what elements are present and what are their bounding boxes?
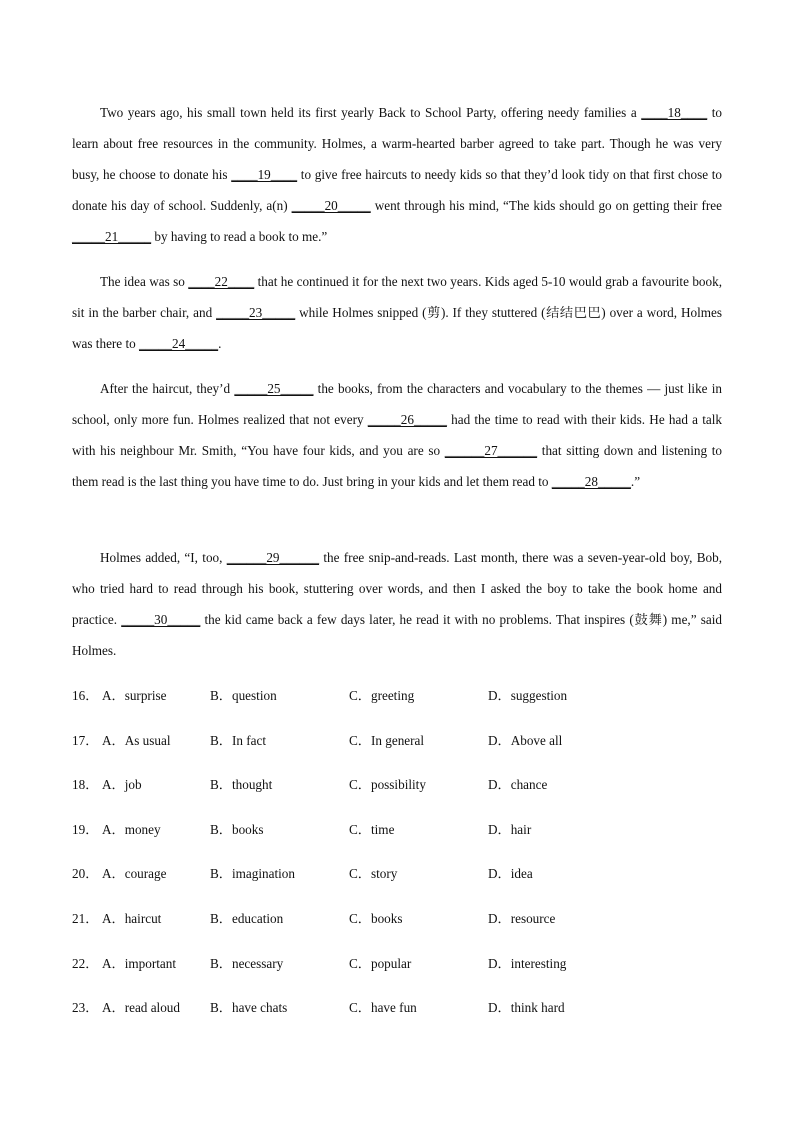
question-row xyxy=(72,948,722,993)
passage-paragraph-2 xyxy=(72,266,722,359)
option-b: B．imagination xyxy=(210,866,295,882)
option-c: C．time xyxy=(349,821,395,837)
paragraph-text: the kid came back a few days later, he read it with no problems. That inspires (鼓舞) me,” said Holmes. xyxy=(72,612,722,658)
passage-paragraph-1 xyxy=(72,97,722,252)
option-a: A．courage xyxy=(102,866,167,882)
paragraph-text: while Holmes snipped (剪). If they stuttered (结结巴巴) over a word, Holmes was there to xyxy=(72,305,722,351)
question-number: 19． xyxy=(72,821,99,837)
option-c: C．popular xyxy=(349,955,412,971)
option-b: B．thought xyxy=(210,777,273,793)
option-d: D．chance xyxy=(488,777,548,793)
blank-29: ______29______ xyxy=(226,550,320,565)
paragraph-text: Two years ago, his small town held its first yearly Back to School Party, offering needy families a xyxy=(100,105,642,120)
option-a: A．haircut xyxy=(102,910,162,926)
blank-24: _____24_____ xyxy=(139,336,219,351)
option-b: B．education xyxy=(210,910,284,926)
paragraph-text: that sitting down and listening to them read is the last thing you have time to do. Just bring in your kids and let them read to xyxy=(72,443,722,489)
question-number: 21． xyxy=(72,910,99,926)
blank-21: _____21_____ xyxy=(72,229,152,244)
option-d: D．interesting xyxy=(488,955,567,971)
option-c: C．greeting xyxy=(349,688,415,703)
option-b: B．In fact xyxy=(210,732,267,748)
question-row xyxy=(72,903,722,948)
option-b: B．books xyxy=(210,821,264,837)
question-number: 20． xyxy=(72,866,99,882)
paragraph-text: to give free haircuts to needy kids so that they’d look tidy on that first chose to donate his day of school. Suddenly, a(n) xyxy=(72,167,722,213)
question-row xyxy=(72,769,722,814)
question-row xyxy=(72,680,722,725)
option-b: B．have chats xyxy=(210,1000,288,1016)
passage-paragraph-4 xyxy=(72,542,722,666)
blank-28: _____28_____ xyxy=(551,474,631,489)
paragraph-text: to learn about free resources in the community. Holmes, a warm-hearted barber agreed to take part. Though he was very busy, he choose to donate his xyxy=(72,105,722,182)
question-row xyxy=(72,992,722,1037)
blank-26: _____26_____ xyxy=(367,412,447,427)
question-row xyxy=(72,858,722,903)
passage-paragraph-3 xyxy=(72,373,722,497)
question-number: 16． xyxy=(72,688,99,703)
paragraph-text: . xyxy=(218,336,222,351)
question-row xyxy=(72,814,722,859)
blank-23: _____23_____ xyxy=(216,305,296,320)
option-c: C．story xyxy=(349,866,398,882)
option-a: A．money xyxy=(102,821,161,837)
blank-27: ______27______ xyxy=(444,443,538,458)
option-c: C．In general xyxy=(349,732,425,748)
paragraph-text: the free snip-and-reads. Last month, there was a seven-year-old boy, Bob, who tried hard to read through his book, stuttering over words, and then I asked the boy to take the book home and practice. xyxy=(72,550,723,627)
blank-30: _____30_____ xyxy=(121,612,201,627)
option-a: A．As usual xyxy=(102,732,171,748)
blank-18: ____18____ xyxy=(641,105,708,120)
blank-25: _____25_____ xyxy=(234,381,314,396)
option-d: D．idea xyxy=(488,866,533,882)
question-row xyxy=(72,725,722,770)
paragraph-text: that he continued it for the next two years. Kids aged 5-10 would grab a favourite book, sit in the barber chair, and xyxy=(72,274,722,320)
option-c: C．possibility xyxy=(349,777,426,793)
question-number: 22． xyxy=(72,955,99,971)
question-options-list xyxy=(72,680,722,1037)
option-c: C．have fun xyxy=(349,1000,417,1016)
option-a: A．job xyxy=(102,777,142,793)
question-number: 17． xyxy=(72,732,99,748)
option-d: D．suggestion xyxy=(488,688,568,703)
blank-22: ____22____ xyxy=(188,274,255,289)
option-a: A．surprise xyxy=(102,688,167,703)
paragraph-text: had the time to read with their kids. He had a talk with his neighbour Mr. Smith, “You have four kids, and you are so xyxy=(72,412,722,458)
paragraph-text: Holmes added, “I, too, xyxy=(100,550,227,565)
blank-20: _____20_____ xyxy=(291,198,371,213)
paragraph-text: .” xyxy=(630,474,641,489)
option-d: D．resource xyxy=(488,910,556,926)
option-c: C．books xyxy=(349,910,403,926)
question-number: 23． xyxy=(72,1000,99,1016)
option-d: D．think hard xyxy=(488,1000,565,1016)
option-a: A．read aloud xyxy=(102,1000,180,1016)
option-a: A．important xyxy=(102,955,176,971)
paragraph-text: After the haircut, they’d xyxy=(100,381,235,396)
paragraph-text: the books, from the characters and vocabulary to the themes — just like in school, only more fun. Holmes realized that not every xyxy=(72,381,722,427)
paragraph-text: by having to read a book to me.” xyxy=(151,229,328,244)
blank-19: ____19____ xyxy=(231,167,298,182)
option-d: D．Above all xyxy=(488,732,563,748)
paragraph-text: went through his mind, “The kids should go on getting their free xyxy=(370,198,722,213)
option-d: D．hair xyxy=(488,821,532,837)
question-number: 18． xyxy=(72,777,99,793)
paragraph-text: The idea was so xyxy=(100,274,189,289)
option-b: B．question xyxy=(210,688,277,703)
option-b: B．necessary xyxy=(210,955,284,971)
